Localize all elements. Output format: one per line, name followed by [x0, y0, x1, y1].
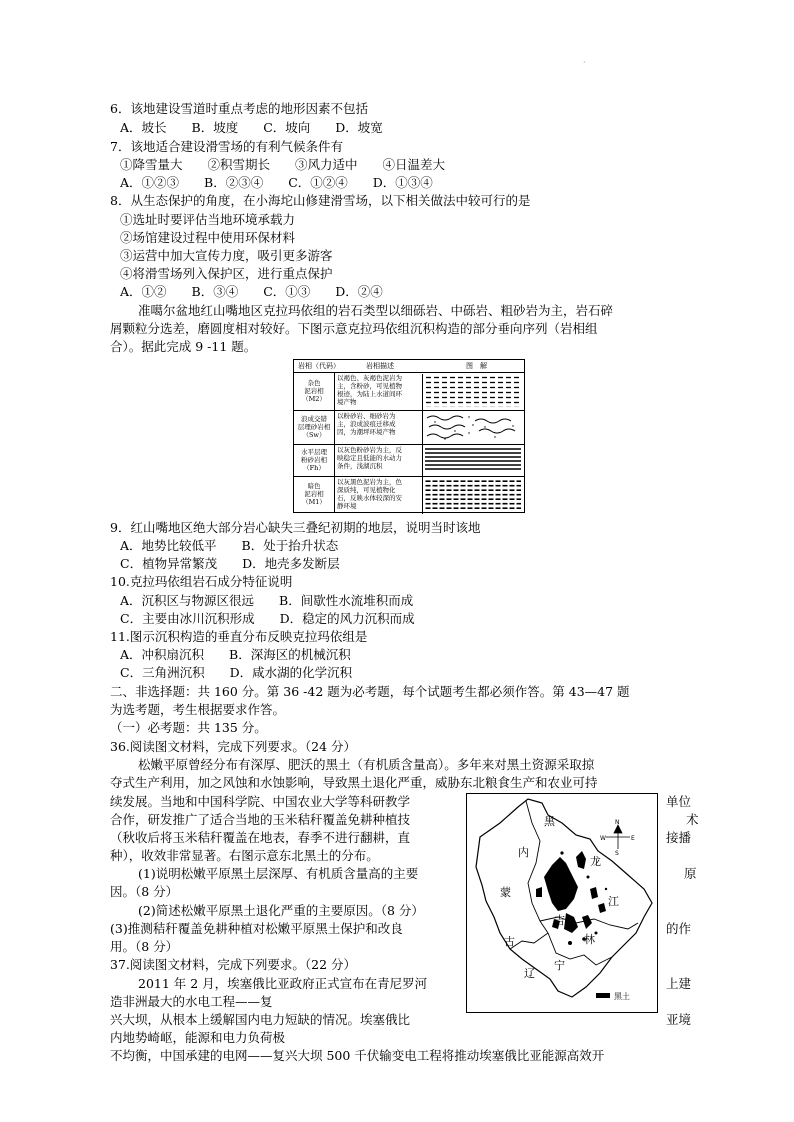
q36-sub-3a: (3)推测秸秆覆盖免耕种植对松嫩平原黑土保护和改良 [110, 921, 403, 936]
q11-options-ab: A．冲积扇沉积 B．深海区的机械沉积 [120, 647, 351, 662]
q36-para-5-right: 接播 [666, 830, 692, 845]
q36-sub-3-right: 的作 [666, 921, 692, 936]
table-row-fh [294, 444, 524, 477]
table-row-m2 [294, 372, 524, 411]
q10-options-ab: A．沉积区与物源区很远 B．间歇性水流堆积而成 [120, 593, 414, 608]
label-liao: 辽 [524, 967, 535, 980]
q7-items: ①降雪量大 ②积雪期长 ③风力适中 ④日温差大 [120, 157, 446, 172]
legend-label: 黑土 [614, 992, 630, 1001]
q36-sub-1a: (1)说明松嫩平原黑土层深厚、有机质含量高的主要 [138, 866, 419, 881]
q8-item-3: ③运营中加大宣传力度，吸引更多游客 [120, 248, 333, 263]
q6-options: A．坡长 B．坡度 C．坡向 D．坡宽 [120, 120, 383, 135]
q36-para-4: 合作，研发推广了适合当地的玉米秸秆覆盖免耕种植技 [110, 812, 411, 827]
rock-facies-table [293, 359, 525, 513]
passage-line-2: 屑颗粒分选差，磨圆度相对较好。下图示意克拉玛依组沉积构造的部分垂向序列（岩相组 [110, 321, 598, 336]
table-row-m1 [294, 476, 524, 512]
passage-line-1: 准噶尔盆地红山嘴地区克拉玛依组的岩石类型以细砾岩、中砾岩、粗砂岩为主，岩石碎 [138, 303, 614, 318]
label-nei: 内 [518, 846, 529, 859]
q8-stem: 8．从生态保护的角度，在小海坨山修建滑雪场，以下相关做法中较可行的是 [110, 193, 531, 208]
q7-stem: 7．该地适合建设滑雪场的有利气候条件有 [110, 139, 343, 154]
q10-stem: 10.克拉玛依组岩石成分特征说明 [110, 574, 293, 589]
part2-title-1: 二、非选择题：共 160 分。第 36 -42 题为必考题，每个试题考生都必须作答。第 43—47 题 [110, 684, 630, 699]
legend-swatch [596, 993, 610, 998]
table-row-sw [294, 410, 524, 445]
q37-para-1-right: 上建 [666, 976, 692, 991]
q37-para-1: 2011 年 2 月，埃塞俄比亚政府正式宣布在青尼罗河 [138, 976, 428, 991]
q37-stem: 37.阅读图文材料，完成下列要求。（22 分） [110, 957, 357, 972]
q7-options: A．①②③ B．②③④ C．①②④ D．①③④ [120, 175, 433, 190]
q37-para-3-right: 亚境 [666, 1012, 692, 1027]
q36-para-3-right-2: 术 [686, 812, 699, 827]
desc-cell: 以灰黑色泥岩为主，色 深质纯，可见植物化 石，反映水体较深的安 静环境 [335, 478, 423, 514]
facies-cell: 暗色 泥岩相 （M1） [294, 476, 335, 512]
facies-cell: 水平层理 粉砂岩相 （Fh） [294, 444, 335, 476]
desc-cell: 以粉砂岩、细砂岩为 主，浪成波痕迁移成 因，为潮坪环境产物 [335, 412, 423, 446]
q11-options-cd: C．三角洲沉积 D．咸水湖的化学沉积 [120, 665, 353, 680]
label-long: 龙 [590, 855, 601, 868]
header-desc: 岩相描述 [366, 362, 394, 370]
part2-section: （一）必考题：共 135 分。 [110, 720, 267, 735]
q8-item-2: ②场馆建设过程中使用环保材料 [120, 230, 296, 245]
compass-n: N [615, 819, 620, 826]
diagram-mudstone-mottled [425, 375, 521, 407]
q9-options-ab: A．地势比较低平 B．处于抬升状态 [120, 538, 339, 553]
q36-para-3-right: 单位 [666, 794, 692, 809]
label-gu: 古 [504, 935, 515, 948]
label-jiang: 江 [608, 895, 619, 908]
label-ning: 宁 [554, 959, 565, 972]
q9-stem: 9．红山嘴地区绝大部分岩心缺失三叠纪初期的地层，说明当时该地 [110, 520, 481, 535]
header-diagram: 图 解 [466, 362, 487, 370]
q8-item-4: ④将滑雪场列入保护区，进行重点保护 [120, 266, 333, 281]
q10-options-cd: C．主要由冰川沉积形成 D．稳定的风力沉积而成 [120, 611, 415, 626]
diagram-dark-mudstone [425, 479, 521, 509]
diagram-horizontal-siltstone [425, 447, 521, 473]
desc-cell: 以褐色、灰褐色泥岩为 主，含粉砂，可见植物 根迹，为陆上水道间环 境产物 [335, 374, 423, 412]
compass-w: W [600, 835, 606, 842]
label-meng: 蒙 [500, 886, 511, 899]
facies-cell: 浪成交错 层理砂岩相 （Sw） [294, 410, 335, 444]
label-ji: 吉 [554, 914, 565, 927]
map-graphic [466, 793, 658, 1013]
q36-sub-2: (2)简述松嫩平原黑土退化严重的主要原因。（8 分） [138, 903, 424, 918]
page-mark: · [583, 58, 586, 67]
q9-options-cd: C．植物异常繁茂 D．地壳多发断层 [120, 556, 340, 571]
q36-para-2: 夺式生产利用，加之风蚀和水蚀影响，导致黑土退化严重，威胁东北粮食生产和农业可持 [110, 775, 598, 790]
q37-para-4: 内地势崎岖，能源和电力负荷极 [110, 1030, 286, 1045]
q37-para-5: 不均衡，中国承建的电网——复兴大坝 500 千伏输变电工程将推动埃塞俄比亚能源高效开 [110, 1048, 605, 1063]
q36-para-1: 松嫩平原曾经分布有深厚、肥沃的黑土（有机质含量高）。多年来对黑土资源采取掠 [138, 757, 595, 772]
q36-sub-1b: 因。（8 分） [110, 884, 179, 899]
facies-cell: 杂色 泥岩相 （M2） [294, 372, 335, 410]
q11-stem: 11.图示沉积构造的垂直分布反映克拉玛依组是 [110, 629, 368, 644]
compass-e: E [631, 835, 635, 842]
q37-para-3: 兴大坝，从根本上缓解国内电力短缺的情况。埃塞俄比 [110, 1012, 411, 1027]
label-hei: 黑 [544, 815, 555, 828]
q36-sub-3b: 用。（8 分） [110, 939, 179, 954]
q37-para-2: 造非洲最大的水电工程——复 [110, 994, 273, 1009]
label-lin: 林 [584, 933, 595, 946]
header-facies: 岩相（代码） [298, 362, 340, 370]
northeast-black-soil-map [466, 793, 658, 1013]
desc-cell: 以灰色粉砂岩为主，反 映稳定且低能的水动力 条件，浅湖沉积 [335, 446, 423, 478]
q36-stem: 36.阅读图文材料，完成下列要求。（24 分） [110, 739, 357, 754]
q8-item-1: ①选址时要评估当地环境承载力 [120, 212, 296, 227]
compass-s: S [615, 850, 619, 857]
passage-line-3: 合）。据此完成 9 -11 题。 [110, 339, 257, 354]
q36-para-6: 种），收效非常显著。右图示意东北黑土的分布。 [110, 848, 379, 863]
q36-para-3: 续发展。当地和中国科学院、中国农业大学等科研教学 [110, 794, 411, 809]
q6-stem: 6．该地建设雪道时重点考虑的地形因素不包括 [110, 101, 368, 116]
q8-options: A．①② B．③④ C．①③ D．②④ [120, 284, 383, 299]
part2-title-2: 为选考题，考生根据要求作答。 [110, 702, 286, 717]
q36-para-5: （秋收后将玉米秸秆覆盖在地表，春季不进行翻耕，直 [110, 830, 411, 845]
diagram-wave-ripple-sandstone [425, 413, 521, 441]
q36-sub-1-right: 原 [684, 866, 697, 881]
